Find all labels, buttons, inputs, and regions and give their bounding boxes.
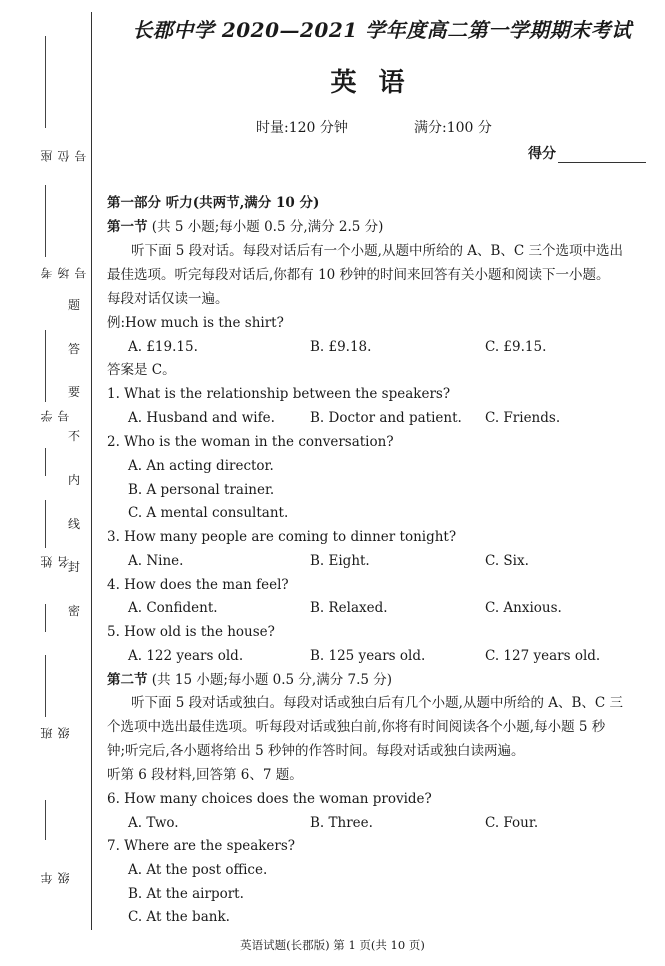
seal-char: 答 [67,341,80,356]
q6-option-a: A. Two. [128,815,179,831]
q4-option-b: B. Relaxed. [310,600,388,616]
binding-margin [0,0,92,966]
section2-label: 第二节 [107,672,148,688]
seal-char: 不 [67,429,80,444]
example-option-b: B. £9.18. [310,339,372,355]
subject-title: 英语 [330,68,427,98]
seal-char: 封 [67,560,80,575]
page-footer: 英语试题(长郡版) 第 1 页(共 10 页) [240,938,425,952]
student-number-blank[interactable] [45,330,46,402]
time-limit: 时量:120 分钟 [256,120,348,136]
q6-option-b: B. Three. [310,815,373,831]
exam-title: 长郡中学 2020—2021 学年度高二第一学期期末考试 [132,18,632,42]
q2-option-b: B. A personal trainer. [128,482,275,498]
section1-label: 第一节 [107,219,148,235]
question-4: 4. How does the man feel? [107,577,289,593]
q7-option-a: A. At the post office. [128,862,268,878]
example-answer: 答案是 C。 [107,362,176,378]
exam-room-blank[interactable] [45,185,46,257]
question-1: 1. What is the relationship between the speakers? [107,386,451,402]
exam-room-label: 考场号 [40,265,88,279]
student-number-label: 学 号 [40,408,71,422]
student-number-blank-lower [45,448,46,476]
section1-instruction-line: 听下面 5 段对话。每段对话后有一个小题,从题中所给的 A、B、C 三个选项中选出 [131,243,624,259]
seal-line-notice [66,298,82,618]
section1-instruction-line: 每段对话仅读一遍。 [107,291,229,307]
q1-option-c: C. Friends. [485,410,561,426]
material-note: 听第 6 段材料,回答第 6、7 题。 [107,767,303,783]
section2-instruction-line: 听下面 5 段对话或独白。每段对话或独白后有几个小题,从题中所给的 A、B、C 三 [131,695,624,711]
class-blank[interactable] [45,655,46,717]
grade-label: 年 级 [40,870,71,884]
q3-option-c: C. Six. [485,553,529,569]
part1-title: 第一部分 听力(共两节,满分 10 分) [107,195,320,211]
section1-heading [107,218,383,236]
q4-option-a: A. Confident. [128,600,218,616]
seat-number-label: 座位号 [40,148,88,162]
seal-char: 要 [67,385,80,400]
grade-blank[interactable] [45,800,46,840]
seal-char: 密 [67,603,80,618]
q2-option-a: A. An acting director. [128,458,274,474]
name-blank[interactable] [45,500,46,548]
q5-option-b: B. 125 years old. [310,648,426,664]
q7-option-b: B. At the airport. [128,886,244,902]
q3-option-a: A. Nine. [128,553,184,569]
question-3: 3. How many people are coming to dinner tonight? [107,529,457,545]
score-box [528,143,646,163]
question-6: 6. How many choices does the woman provide? [107,791,432,807]
section2-instruction-line: 个选项中选出最佳选项。听每段对话或独白前,你将有时间阅读各个小题,每小题 5 秒 [107,719,606,735]
seal-char: 内 [67,472,80,487]
q7-option-c: C. At the bank. [128,909,230,925]
section2-heading [107,671,392,689]
section1-note: (共 5 小题;每小题 0.5 分,满分 2.5 分) [151,219,384,235]
name-blank-lower [45,604,46,632]
binding-line [91,12,92,930]
q6-option-c: C. Four. [485,815,539,831]
section2-note: (共 15 小题;每小题 0.5 分,满分 7.5 分) [151,672,393,688]
section1-instruction-line: 最佳选项。听完每段对话后,你都有 10 秒钟的时间来回答有关小题和阅读下一小题。 [107,267,610,283]
seal-char: 题 [67,298,80,312]
score-blank[interactable] [558,148,646,163]
q2-option-c: C. A mental consultant. [128,505,289,521]
example-option-a: A. £19.15. [128,339,198,355]
class-label: 班 级 [40,725,71,739]
question-7: 7. Where are the speakers? [107,838,296,854]
section2-instruction-line: 钟;听完后,各小题将给出 5 秒钟的作答时间。每段对话或独白读两遍。 [107,743,525,759]
seat-number-blank[interactable] [45,36,46,128]
q1-option-b: B. Doctor and patient. [310,410,462,426]
q5-option-a: A. 122 years old. [128,648,244,664]
q4-option-c: C. Anxious. [485,600,562,616]
question-2: 2. Who is the woman in the conversation? [107,434,394,450]
score-label: 得分 [528,146,556,162]
q1-option-a: A. Husband and wife. [128,410,275,426]
q5-option-c: C. 127 years old. [485,648,601,664]
full-score: 满分:100 分 [414,120,492,136]
seal-char: 线 [67,516,80,531]
example-question: 例:How much is the shirt? [107,315,284,331]
q3-option-b: B. Eight. [310,553,370,569]
name-label: 姓 名 [40,554,71,568]
question-5: 5. How old is the house? [107,624,275,640]
example-option-c: C. £9.15. [485,339,547,355]
